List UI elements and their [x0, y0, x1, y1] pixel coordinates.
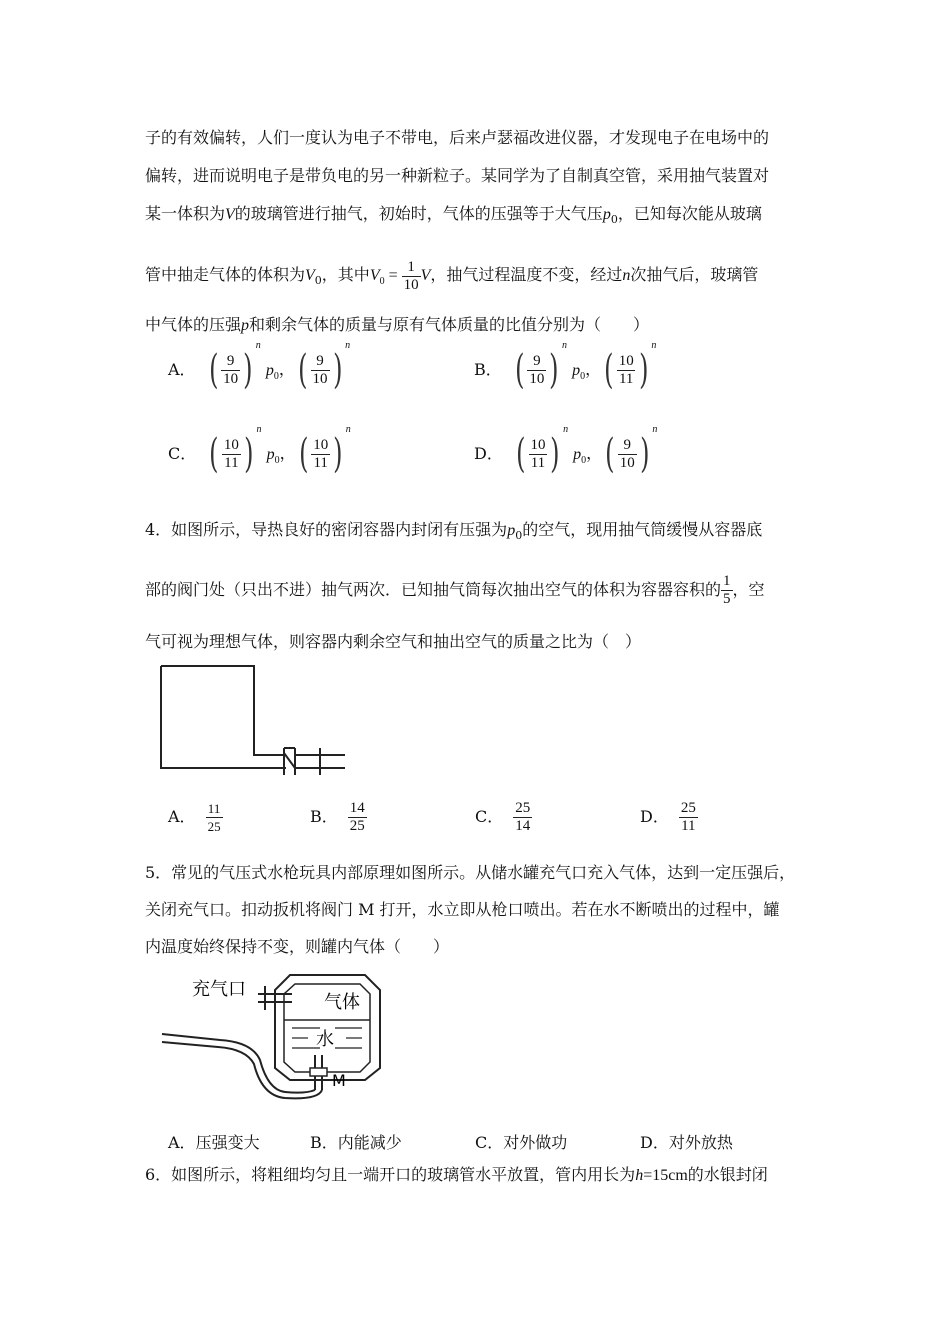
exponent: n: [255, 340, 261, 351]
frac-num: 9: [316, 352, 324, 369]
paren-group: ( $\frac{9}{10}$ ): [605, 431, 650, 477]
eq-sign: =: [388, 267, 398, 284]
frac-den: 11: [530, 454, 546, 471]
frac-num: 10: [223, 436, 239, 453]
option-label: A．: [168, 807, 196, 826]
q3-option[interactable]: [474, 340, 657, 393]
comma: ，: [278, 359, 295, 379]
q4-option[interactable]: [168, 800, 223, 835]
paren-group: ( $\frac{10}{11}$ ): [209, 431, 254, 477]
frac-num: 11: [207, 801, 221, 816]
text-fragment: 4．如图所示，导热良好的密闭容器内封闭有压强为: [145, 520, 508, 539]
q3-option[interactable]: [168, 424, 351, 477]
option-label: C．: [475, 1133, 504, 1152]
subscript: 0: [610, 213, 618, 227]
eq-sub: 0: [379, 276, 385, 288]
eq-den: 10: [403, 276, 419, 293]
q5-option[interactable]: [168, 1130, 260, 1153]
valve-label: M: [332, 1071, 346, 1090]
eq-rhs: V: [420, 267, 431, 284]
text-line: [145, 570, 765, 610]
paren-group: ( $\frac{9}{10}$ ): [514, 347, 559, 393]
text-fragment: 管中抽走气体的体积为: [145, 265, 306, 284]
p0-symbol: $p_0$: [266, 445, 280, 466]
frac-den: 14: [515, 818, 531, 834]
option-label: D．: [640, 807, 669, 826]
q3-option[interactable]: [168, 340, 351, 393]
option-label: B．: [310, 807, 338, 826]
text-line: 气可视为理想气体，则容器内剩余空气和抽出空气的质量之比为（ ）: [145, 632, 642, 651]
text-fragment: ，其中: [321, 265, 370, 284]
text-fragment: 某一体积为: [145, 204, 226, 223]
frac-den: 10: [619, 454, 635, 471]
frac-den: 5: [723, 591, 731, 607]
var-p: p: [507, 522, 516, 539]
frac-num: 25: [680, 800, 696, 816]
eq-lhs: V: [369, 267, 380, 284]
subscript: 0: [314, 274, 322, 288]
option-label: B．: [474, 359, 502, 379]
q4-option[interactable]: [310, 800, 367, 835]
q4-option[interactable]: [640, 800, 698, 835]
frac-den: 11: [313, 454, 328, 471]
q4-option[interactable]: [475, 800, 532, 835]
text-fragment: 的空气，现用抽气筒缓慢从容器底: [522, 520, 763, 539]
text-line: [145, 1165, 768, 1186]
option-label: D．: [474, 443, 503, 463]
frac-num: 10: [618, 352, 634, 369]
frac-den: 25: [207, 819, 221, 834]
p0-symbol: $p_0$: [573, 445, 587, 466]
var-h: h: [635, 1167, 644, 1184]
frac-den: 10: [529, 370, 545, 387]
frac-num: 9: [623, 436, 632, 453]
paren-group: ( $\frac{9}{10}$ ): [208, 347, 253, 393]
exponent: n: [561, 340, 567, 351]
text-line: [145, 204, 762, 230]
text-line: [145, 315, 649, 336]
subscript: 0: [515, 529, 523, 543]
frac-den: 10: [223, 370, 239, 387]
text-fragment: ，空: [732, 580, 765, 599]
p0-symbol: $p_0$: [572, 361, 586, 382]
option-text: 压强变大: [195, 1133, 260, 1152]
paren-group: ( $\frac{10}{11}$ ): [515, 431, 560, 477]
q3-option[interactable]: [474, 424, 658, 477]
option-text: 内能减少: [337, 1133, 402, 1152]
paren-group: ( $\frac{10}{11}$ ): [298, 431, 343, 477]
water-gun-diagram: [160, 970, 390, 1100]
paren-group: ( $\frac{9}{10}$ ): [298, 347, 342, 393]
text-fragment: 和剩余气体的质量与原有气体质量的比值分别为（ ）: [249, 315, 650, 334]
frac-num: 10: [313, 436, 329, 453]
q5-option[interactable]: [640, 1130, 733, 1153]
h-value: =15cm: [643, 1167, 688, 1184]
var-n: n: [622, 267, 631, 284]
exponent: n: [345, 340, 351, 351]
exponent: n: [651, 340, 657, 351]
comma: ，: [586, 443, 603, 463]
frac-num: 25: [515, 800, 531, 816]
text-fragment: 6．如图所示，将粗细均匀且一端开口的玻璃管水平放置，管内用长为: [145, 1165, 636, 1184]
equation-v0: [369, 258, 431, 293]
frac-num: 9: [533, 352, 541, 369]
option-label: A．: [168, 1133, 196, 1152]
option-label: C．: [168, 443, 197, 463]
inlet-label: 充气口: [192, 979, 246, 1000]
text-line: 5．常见的气压式水枪玩具内部原理如图所示。从储水罐充气口充入气体，达到一定压强后，: [145, 863, 796, 882]
exponent: n: [256, 424, 262, 435]
frac-den: 25: [349, 818, 365, 834]
exponent: n: [345, 424, 351, 435]
option-text: 对外做功: [503, 1133, 568, 1152]
text-fragment: 部的阀门处（只出不进）抽气两次．已知抽气筒每次抽出空气的体积为容器容积的: [145, 580, 722, 599]
exponent: n: [652, 424, 658, 435]
text-fragment: 次抽气后，玻璃管: [630, 265, 759, 284]
container-diagram: [150, 660, 360, 780]
p0-symbol: $p_0$: [265, 361, 279, 382]
comma: ，: [279, 443, 296, 463]
frac-den: 11: [681, 818, 696, 834]
option-label: D．: [640, 1133, 669, 1152]
option-label: C．: [475, 807, 504, 826]
var-p: p: [602, 206, 611, 223]
option-label: A．: [168, 359, 196, 379]
q5-option[interactable]: [475, 1130, 567, 1153]
eq-num: 1: [407, 258, 415, 275]
option-text: 对外放热: [668, 1133, 733, 1152]
frac-num: 9: [226, 352, 235, 369]
text-line: 内温度始终保持不变，则罐内气体（ ）: [145, 937, 450, 956]
text-fragment: 的水银封闭: [687, 1165, 768, 1184]
gas-label: 气体: [324, 992, 360, 1013]
q5-option[interactable]: [310, 1130, 402, 1153]
frac-num: 14: [349, 800, 365, 816]
text-line: [145, 258, 758, 299]
frac-num: 10: [530, 436, 546, 453]
var-v0: V: [305, 267, 315, 284]
text-line: [145, 520, 762, 546]
var-p: p: [241, 317, 250, 334]
option-label: B．: [310, 1133, 338, 1152]
text-fragment: ，抽气过程温度不变，经过: [430, 265, 623, 284]
text-fragment: 中气体的压强: [145, 315, 242, 334]
water-label: 水: [316, 1029, 334, 1050]
text-line: 子的有效偏转，人们一度认为电子不带电，后来卢瑟福改进仪器，才发现电子在电场中的: [145, 128, 770, 147]
var-v: V: [225, 206, 235, 223]
text-fragment: 的玻璃管进行抽气，初始时，气体的压强等于大气压: [234, 204, 603, 223]
frac-num: 1: [723, 573, 731, 589]
comma: ，: [585, 359, 602, 379]
text-fragment: ，已知每次能从玻璃: [617, 204, 762, 223]
frac-den: 11: [224, 454, 239, 471]
frac-den: 10: [312, 370, 328, 387]
text-line: 关闭充气口。扣动扳机将阀门 M 打开，水立即从枪口喷出。若在水不断喷出的过程中，罐: [145, 900, 780, 919]
frac-den: 11: [618, 370, 634, 387]
exponent: n: [563, 424, 569, 435]
paren-group: ( $\frac{10}{11}$ ): [604, 347, 649, 393]
text-line: 偏转，进而说明电子是带负电的另一种新粒子。某同学为了自制真空管，采用抽气装置对: [145, 166, 770, 185]
